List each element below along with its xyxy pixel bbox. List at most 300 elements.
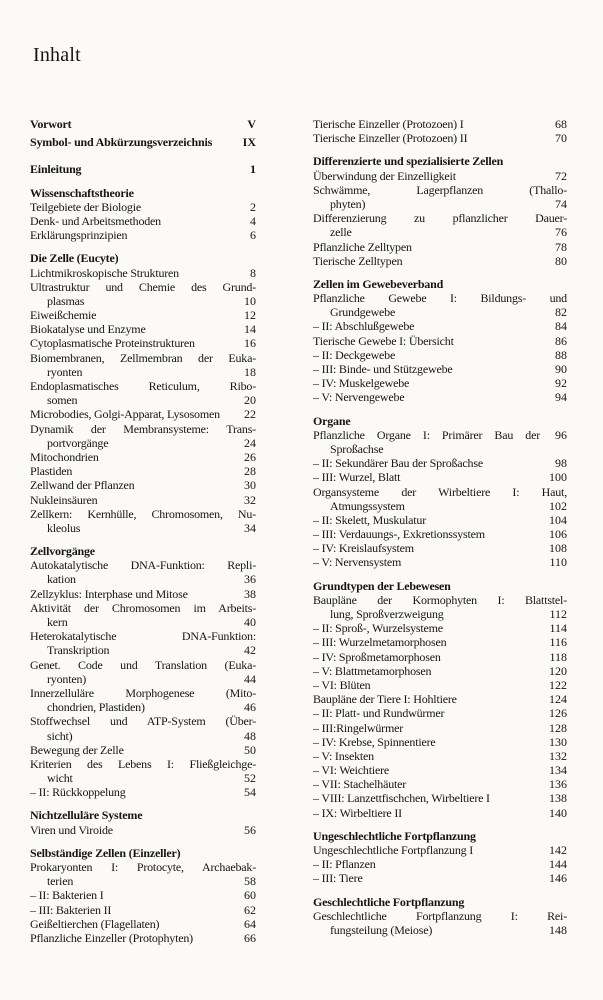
- toc-line: [313, 470, 567, 484]
- toc-section-header: [313, 414, 567, 428]
- toc-entry-text: portvorgänge: [47, 435, 109, 450]
- toc-line: [30, 351, 256, 365]
- toc-page-number: 6: [250, 228, 256, 243]
- toc-entry-text: – II: Sekundärer Bau der Sproßachse: [313, 456, 483, 471]
- toc-page-number: 26: [244, 449, 256, 464]
- toc-line: [30, 117, 256, 131]
- toc-entry: [30, 450, 256, 464]
- toc-entry: [30, 336, 256, 350]
- toc-entry-text: chondrien, Plastiden): [47, 700, 145, 715]
- toc-entry-text: Nichtzelluläre Systeme: [30, 808, 143, 823]
- toc-entry: [313, 635, 567, 649]
- toc-entry-text: Wissenschaftstheorie: [30, 185, 134, 200]
- toc-entry: [30, 888, 256, 902]
- toc-page-number: 44: [244, 671, 256, 686]
- toc-page-number: 1: [250, 162, 256, 177]
- toc-line: [30, 846, 256, 860]
- toc-line: [30, 714, 256, 728]
- toc-entry-text: – VI: Weichtiere: [313, 763, 390, 778]
- toc-entry-text: Teilgebiete der Biologie: [30, 199, 141, 214]
- toc-entry-text: – III: Wurzelmetamorphosen: [313, 635, 447, 650]
- toc-entry-text: Heterokatalytische DNA-Funktion:: [30, 629, 256, 644]
- toc-entry: [30, 135, 256, 149]
- toc-entry-text: Pflanzliche Gewebe I: Bildungs- und: [313, 291, 567, 306]
- toc-entry-text: Ungeschlechtliche Fortpflanzung: [313, 828, 476, 843]
- toc-entry: [313, 362, 567, 376]
- toc-line: [30, 903, 256, 917]
- toc-line: [313, 211, 567, 225]
- toc-entry-text: – II: Rückkoppelung: [30, 785, 126, 800]
- toc-page-number: 56: [244, 822, 256, 837]
- toc-entry: [313, 541, 567, 555]
- toc-line: [30, 422, 256, 436]
- toc-entry-text: – II: Deckgewebe: [313, 347, 396, 362]
- toc-line: [313, 169, 567, 183]
- toc-entry-text: – IX: Wirbeltiere II: [313, 805, 402, 820]
- toc-page-number: 142: [549, 843, 567, 857]
- toc-line: [313, 414, 567, 428]
- toc-line: [30, 700, 256, 714]
- toc-page-number: 122: [549, 677, 567, 692]
- toc-page-number: 70: [555, 131, 567, 146]
- toc-page-number: 128: [549, 720, 567, 735]
- toc-entry: [313, 513, 567, 527]
- toc-entry: [30, 351, 256, 379]
- toc-entry-text: Autokatalytische DNA-Funktion: Repli-: [30, 558, 256, 573]
- toc-page-number: 24: [244, 435, 256, 450]
- toc-entry: [313, 791, 567, 805]
- toc-line: [313, 579, 567, 593]
- toc-entry: [30, 407, 256, 421]
- toc-line: [30, 464, 256, 478]
- toc-line: [30, 917, 256, 931]
- toc-entry-text: fungsteilung (Meiose): [330, 922, 433, 937]
- toc-entry: [30, 214, 256, 228]
- toc-entry: [30, 464, 256, 478]
- toc-line: [313, 513, 567, 527]
- toc-entry-text: Zellzyklus: Interphase und Mitose: [30, 586, 188, 601]
- toc-entry-text: wicht: [47, 771, 73, 786]
- toc-page-number: 76: [555, 225, 567, 240]
- toc-entry: [30, 280, 256, 308]
- toc-line: [313, 692, 567, 706]
- toc-line: [313, 541, 567, 555]
- toc-entry-text: Zellkern: Kernhülle, Chromosomen, Nu-: [30, 506, 256, 521]
- toc-entry-text: Zellvorgänge: [30, 544, 95, 559]
- toc-entry: [313, 428, 567, 456]
- toc-line: [30, 743, 256, 757]
- toc-entry-text: Genet. Code und Translation (Euka-: [30, 657, 256, 672]
- toc-line: [30, 757, 256, 771]
- toc-line: [30, 931, 256, 945]
- toc-section-header: [313, 829, 567, 843]
- toc-line: [30, 186, 256, 200]
- toc-entry-text: Geschlechtliche Fortpflanzung: [313, 894, 465, 909]
- toc-line: [30, 365, 256, 379]
- toc-page-number: 52: [244, 771, 256, 786]
- toc-line: [30, 615, 256, 629]
- toc-line: [313, 291, 567, 305]
- toc-page-number: 38: [244, 586, 256, 601]
- toc-entry-text: Dynamik der Membransysteme: Trans-: [30, 421, 256, 436]
- toc-entry-text: Sproßachse: [330, 441, 384, 456]
- toc-page-number: 32: [244, 492, 256, 507]
- toc-page-number: 22: [244, 407, 256, 422]
- toc-line: [30, 686, 256, 700]
- toc-line: [30, 162, 256, 176]
- toc-section-header: [30, 846, 256, 860]
- toc-page-number: 134: [549, 763, 567, 778]
- toc-entry: [313, 909, 567, 937]
- toc-line: [30, 874, 256, 888]
- toc-entry-text: Differenzierte und spezialisierte Zellen: [313, 154, 504, 169]
- toc-page-number: 28: [244, 464, 256, 479]
- toc-page-number: 66: [244, 930, 256, 945]
- toc-entry-text: Einleitung: [30, 162, 82, 177]
- toc-entry-text: Differenzierung zu pflanzlicher Dauer-: [313, 211, 567, 226]
- toc-line: [30, 478, 256, 492]
- toc-page-number: 40: [244, 615, 256, 629]
- toc-line: [313, 749, 567, 763]
- toc-entry: [30, 714, 256, 742]
- toc-entry: [30, 903, 256, 917]
- toc-entry-text: Grundtypen der Lebewesen: [313, 578, 451, 593]
- toc-line: [313, 593, 567, 607]
- toc-page-number: IX: [242, 135, 256, 150]
- toc-page-number: 110: [549, 555, 567, 570]
- toc-line: [30, 336, 256, 350]
- toc-page-number: 118: [549, 649, 567, 664]
- toc-entry-text: Aktivität der Chromosomen im Arbeits-: [30, 600, 256, 615]
- toc-line: [30, 771, 256, 785]
- toc-entry-text: – III: Wurzel, Blatt: [313, 470, 401, 485]
- toc-entry: [313, 555, 567, 569]
- toc-line: [30, 601, 256, 615]
- toc-page-number: 86: [555, 333, 567, 348]
- toc-line: [313, 843, 567, 857]
- toc-page-number: 140: [549, 805, 567, 820]
- toc-section-header: [313, 579, 567, 593]
- toc-line: [30, 587, 256, 601]
- toc-entry: [30, 860, 256, 888]
- toc-line: [30, 251, 256, 265]
- toc-page-number: 88: [555, 347, 567, 362]
- toc-line: [313, 254, 567, 268]
- toc-entry-text: – II: Pflanzen: [313, 857, 376, 872]
- toc-entry-text: sicht): [47, 728, 73, 743]
- toc-line: [313, 555, 567, 569]
- toc-entry-text: Denk- und Arbeitsmethoden: [30, 213, 161, 228]
- toc-entry-text: plasmas: [47, 293, 85, 308]
- toc-line: [313, 442, 567, 456]
- toc-page-number: 42: [244, 643, 256, 658]
- toc-line: [30, 407, 256, 421]
- toc-page-number: 14: [244, 322, 256, 337]
- toc-entry-text: – II: Sproß-, Wurzelsysteme: [313, 621, 443, 636]
- toc-entry-text: – IV: Sproßmetamorphosen: [313, 649, 441, 664]
- toc-entry-text: Biomembranen, Zellmembran der Euka-: [30, 350, 256, 365]
- toc-entry: [30, 558, 256, 586]
- toc-entry: [313, 678, 567, 692]
- toc-line: [30, 308, 256, 322]
- toc-entry: [313, 735, 567, 749]
- toc-line: [30, 450, 256, 464]
- toc-page-number: 12: [244, 308, 256, 323]
- toc-line: [313, 678, 567, 692]
- toc-entry-text: Zellen im Gewebeverband: [313, 276, 444, 291]
- toc-line: [30, 379, 256, 393]
- toc-line: [313, 791, 567, 805]
- toc-entry-text: Viren und Viroide: [30, 822, 113, 837]
- toc-entry: [313, 763, 567, 777]
- toc-entry: [30, 601, 256, 629]
- toc-entry-text: Organsysteme der Wirbeltiere I: Haut,: [313, 484, 567, 499]
- toc-entry-text: Geschlechtliche Fortpflanzung I: Rei-: [313, 908, 567, 923]
- toc-entry: [313, 857, 567, 871]
- toc-entry: [313, 664, 567, 678]
- toc-page-number: 112: [549, 607, 567, 621]
- toc-entry: [30, 422, 256, 450]
- toc-entry-text: Plastiden: [30, 464, 73, 479]
- toc-page-number: 54: [244, 785, 256, 800]
- toc-entry: [30, 228, 256, 242]
- toc-page-number: 58: [244, 874, 256, 889]
- toc-page-number: 124: [549, 692, 567, 707]
- toc-line: [313, 909, 567, 923]
- toc-page-number: 144: [549, 857, 567, 872]
- toc-entry-text: – II: Abschlußgewebe: [313, 319, 415, 334]
- toc-entry-text: Symbol- und Abkürzungsverzeichnis: [30, 135, 213, 150]
- toc-column-right: [313, 117, 567, 937]
- toc-entry-text: kleolus: [47, 520, 81, 535]
- toc-page-number: 36: [244, 572, 256, 587]
- toc-line: [313, 305, 567, 319]
- toc-page-number: 126: [549, 706, 567, 721]
- toc-entry: [313, 117, 567, 131]
- toc-entry-text: Vorwort: [30, 117, 72, 131]
- toc-entry: [313, 334, 567, 348]
- toc-section-header: [313, 277, 567, 291]
- toc-page-number: 2: [250, 199, 256, 214]
- toc-page-number: 82: [555, 305, 567, 320]
- toc-entry: [313, 871, 567, 885]
- toc-entry-text: Tierische Einzeller (Protozoen) I: [313, 117, 464, 131]
- toc-entry-text: Pflanzliche Organe I: Primärer Bau der: [313, 427, 540, 442]
- toc-entry-text: Baupläne der Tiere I: Hohltiere: [313, 692, 457, 707]
- toc-section-header: [30, 186, 256, 200]
- toc-entry-text: Cytoplasmatische Proteinstrukturen: [30, 336, 195, 351]
- toc-line: [313, 664, 567, 678]
- toc-entry-text: – III:Ringelwürmer: [313, 720, 404, 735]
- toc-entry: [313, 650, 567, 664]
- toc-entry: [313, 527, 567, 541]
- toc-entry-text: Bewegung der Zelle: [30, 742, 124, 757]
- toc-section-header: [313, 895, 567, 909]
- toc-line: [30, 322, 256, 336]
- toc-entry: [30, 917, 256, 931]
- toc-entry: [30, 117, 256, 131]
- toc-entry: [313, 169, 567, 183]
- toc-line: [313, 131, 567, 145]
- toc-entry: [313, 211, 567, 239]
- toc-entry: [30, 629, 256, 657]
- toc-line: [30, 572, 256, 586]
- toc-entry: [313, 706, 567, 720]
- toc-page-number: 10: [244, 293, 256, 308]
- toc-entry-text: Grundgewebe: [330, 305, 396, 320]
- toc-line: [313, 376, 567, 390]
- toc-entry: [313, 806, 567, 820]
- toc-page-number: 20: [244, 393, 256, 408]
- toc-entry: [313, 843, 567, 857]
- toc-entry: [313, 621, 567, 635]
- toc-entry: [313, 254, 567, 268]
- toc-entry-text: Mitochondrien: [30, 449, 99, 464]
- toc-page-number: 148: [549, 922, 567, 937]
- toc-line: [313, 197, 567, 211]
- toc-page-number: 98: [555, 456, 567, 471]
- toc-entry-text: – VII: Stachelhäuter: [313, 777, 407, 792]
- toc-entry: [313, 390, 567, 404]
- toc-page-number: 74: [555, 196, 567, 211]
- toc-page-number: 84: [555, 319, 567, 334]
- toc-entry-text: – III: Bakterien II: [30, 902, 112, 917]
- toc-page-number: 80: [555, 253, 567, 268]
- toc-line: [313, 334, 567, 348]
- toc-entry: [313, 593, 567, 621]
- toc-line: [313, 735, 567, 749]
- toc-line: [30, 135, 256, 149]
- toc-page-number: 136: [549, 777, 567, 792]
- toc-entry-text: – II: Skelett, Muskulatur: [313, 512, 426, 527]
- toc-entry-text: – IV: Kreislaufsystem: [313, 541, 414, 556]
- toc-line: [313, 806, 567, 820]
- toc-page-number: 46: [244, 700, 256, 715]
- toc-line: [30, 521, 256, 535]
- toc-entry: [30, 686, 256, 714]
- toc-line: [30, 558, 256, 572]
- toc-entry: [30, 507, 256, 535]
- toc-page-number: 30: [244, 478, 256, 493]
- toc-section-header: [313, 154, 567, 168]
- toc-page-number: 114: [549, 621, 567, 636]
- toc-line: [313, 428, 567, 442]
- toc-page-number: 102: [549, 498, 567, 513]
- toc-entry-text: Stoffwechsel und ATP-System (Über-: [30, 714, 256, 729]
- toc-entry: [313, 749, 567, 763]
- toc-entry: [30, 493, 256, 507]
- toc-entry-text: Tierische Einzeller (Protozoen) II: [313, 131, 468, 146]
- toc-line: [313, 607, 567, 621]
- toc-page-number: 90: [555, 362, 567, 376]
- toc-line: [313, 777, 567, 791]
- toc-line: [313, 390, 567, 404]
- toc-section-header: [30, 251, 256, 265]
- toc-line: [313, 650, 567, 664]
- toc-line: [30, 860, 256, 874]
- toc-page-number: 62: [244, 902, 256, 917]
- toc-entry: [30, 379, 256, 407]
- toc-line: [313, 857, 567, 871]
- toc-entry-text: Transkription: [47, 643, 110, 658]
- toc-entry: [313, 183, 567, 211]
- toc-line: [30, 493, 256, 507]
- toc-page-number: 132: [549, 748, 567, 763]
- toc-entry-text: Schwämme, Lagerpflanzen (Thallo-: [313, 182, 567, 197]
- toc-line: [30, 672, 256, 686]
- toc-entry-text: terien: [47, 874, 74, 889]
- toc-line: [30, 280, 256, 294]
- toc-line: [313, 763, 567, 777]
- toc-entry: [313, 240, 567, 254]
- toc-page-number: 94: [555, 390, 567, 405]
- toc-entry: [313, 692, 567, 706]
- toc-entry: [313, 456, 567, 470]
- toc-section-header: [30, 544, 256, 558]
- toc-entry: [30, 587, 256, 601]
- toc-entry-text: Innerzelluläre Morphogenese (Mito-: [30, 685, 256, 700]
- toc-entry-text: – IV: Krebse, Spinnentiere: [313, 734, 436, 749]
- toc-entry-text: Baupläne der Kormophyten I: Blattstel-: [313, 592, 567, 607]
- toc-line: [313, 721, 567, 735]
- toc-line: [313, 154, 567, 168]
- toc-entry: [30, 743, 256, 757]
- toc-line: [30, 507, 256, 521]
- toc-entry-text: Ultrastruktur und Chemie des Grund-: [30, 279, 256, 294]
- toc-entry-text: Atmungssystem: [330, 498, 405, 513]
- toc-entry: [313, 376, 567, 390]
- toc-line: [30, 294, 256, 308]
- toc-entry-text: somen: [47, 393, 78, 408]
- toc-entry-text: Endoplasmatisches Reticulum, Ribo-: [30, 379, 256, 393]
- toc-page-number: 104: [549, 512, 567, 527]
- toc-line: [313, 485, 567, 499]
- toc-line: [30, 544, 256, 558]
- toc-entry-text: Erklärungsprinzipien: [30, 228, 128, 243]
- toc-entry: [30, 658, 256, 686]
- toc-line: [30, 888, 256, 902]
- toc-entry-text: Microbodies, Golgi-Apparat, Lysosomen: [30, 407, 220, 422]
- toc-line: [30, 629, 256, 643]
- toc-entry: [313, 721, 567, 735]
- toc-entry: [30, 200, 256, 214]
- toc-page-number: 60: [244, 888, 256, 903]
- toc-entry: [313, 470, 567, 484]
- toc-line: [313, 277, 567, 291]
- toc-entry-text: ryonten): [47, 671, 87, 686]
- toc-page-number: 146: [549, 871, 567, 886]
- toc-line: [30, 393, 256, 407]
- toc-line: [313, 871, 567, 885]
- toc-line: [313, 456, 567, 470]
- toc-page-number: 34: [244, 520, 256, 535]
- page-title: Inhalt: [33, 44, 81, 66]
- toc-entry-text: Nukleinsäuren: [30, 492, 98, 507]
- toc-entry-text: – VIII: Lanzettfischchen, Wirbeltiere I: [313, 791, 490, 806]
- toc-entry-text: – V: Nervengewebe: [313, 390, 405, 405]
- toc-entry-text: Tierische Zelltypen: [313, 253, 403, 268]
- toc-entry-text: Pflanzliche Einzeller (Protophyten): [30, 930, 193, 945]
- toc-page-number: 96: [555, 427, 567, 442]
- toc-entry-text: Überwindung der Einzelligkeit: [313, 168, 456, 183]
- toc-entry-text: phyten): [330, 196, 366, 211]
- toc-line: [30, 436, 256, 450]
- toc-line: [313, 895, 567, 909]
- toc-line: [30, 808, 256, 822]
- toc-entry-text: – III: Binde- und Stützgewebe: [313, 362, 453, 376]
- toc-line: [313, 527, 567, 541]
- toc-page-number: 8: [250, 265, 256, 280]
